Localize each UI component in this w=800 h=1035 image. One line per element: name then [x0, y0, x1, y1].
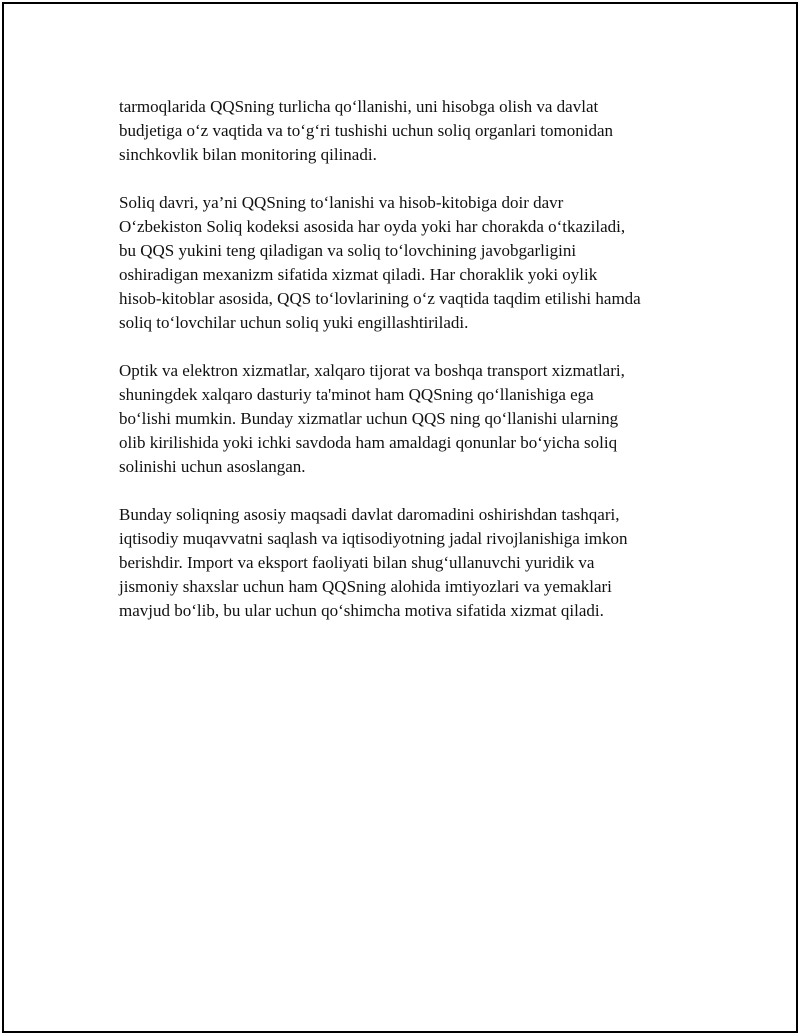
text-line: budjetiga o‘z vaqtida va to‘g‘ri tushishi uchun soliq organlari tomonidan — [119, 121, 614, 140]
paragraph-3 — [119, 359, 679, 479]
text-line: Soliq davri, ya’ni QQSning to‘lanishi va hisob-kitobiga doir davr — [119, 193, 564, 212]
text-line: bu QQS yukini teng qiladigan va soliq to‘lovchining javobgarligini — [119, 241, 577, 260]
text-line: Bunday soliqning asosiy maqsadi davlat daromadini oshirishdan tashqari, — [119, 505, 620, 524]
paragraph-2 — [119, 191, 679, 335]
text-line: bo‘lishi mumkin. Bunday xizmatlar uchun QQS ning qo‘llanishi ularning — [119, 409, 619, 428]
text-line: tarmoqlarida QQSning turlicha qo‘llanishi, uni hisobga olish va davlat — [119, 97, 599, 116]
paragraph-1 — [119, 95, 679, 167]
text-line: soliq to‘lovchilar uchun soliq yuki engillashtiriladi. — [119, 313, 469, 332]
document-page — [2, 2, 798, 1033]
text-line: oshiradigan mexanizm sifatida xizmat qiladi. Har choraklik yoki oylik — [119, 265, 598, 284]
text-line: olib kirilishida yoki ichki savdoda ham amaldagi qonunlar bo‘yicha soliq — [119, 433, 618, 452]
text-line: mavjud bo‘lib, bu ular uchun qo‘shimcha motiva sifatida xizmat qiladi. — [119, 601, 604, 620]
text-line: shuningdek xalqaro dasturiy ta'minot ham QQSning qo‘llanishiga ega — [119, 385, 594, 404]
text-line: O‘zbekiston Soliq kodeksi asosida har oyda yoki har chorakda o‘tkaziladi, — [119, 217, 626, 236]
text-line: sinchkovlik bilan monitoring qilinadi. — [119, 145, 377, 164]
document-body — [119, 95, 679, 647]
text-line: Optik va elektron xizmatlar, xalqaro tijorat va boshqa transport xizmatlari, — [119, 361, 625, 380]
text-line: iqtisodiy muqavvatni saqlash va iqtisodiyotning jadal rivojlanishiga imkon — [119, 529, 628, 548]
text-line: solinishi uchun asoslangan. — [119, 457, 306, 476]
text-line: hisob-kitoblar asosida, QQS to‘lovlarining o‘z vaqtida taqdim etilishi hamda — [119, 289, 641, 308]
paragraph-4 — [119, 503, 679, 623]
text-line: jismoniy shaxslar uchun ham QQSning alohida imtiyozlari va yemaklari — [119, 577, 612, 596]
text-line: berishdir. Import va eksport faoliyati bilan shug‘ullanuvchi yuridik va — [119, 553, 595, 572]
